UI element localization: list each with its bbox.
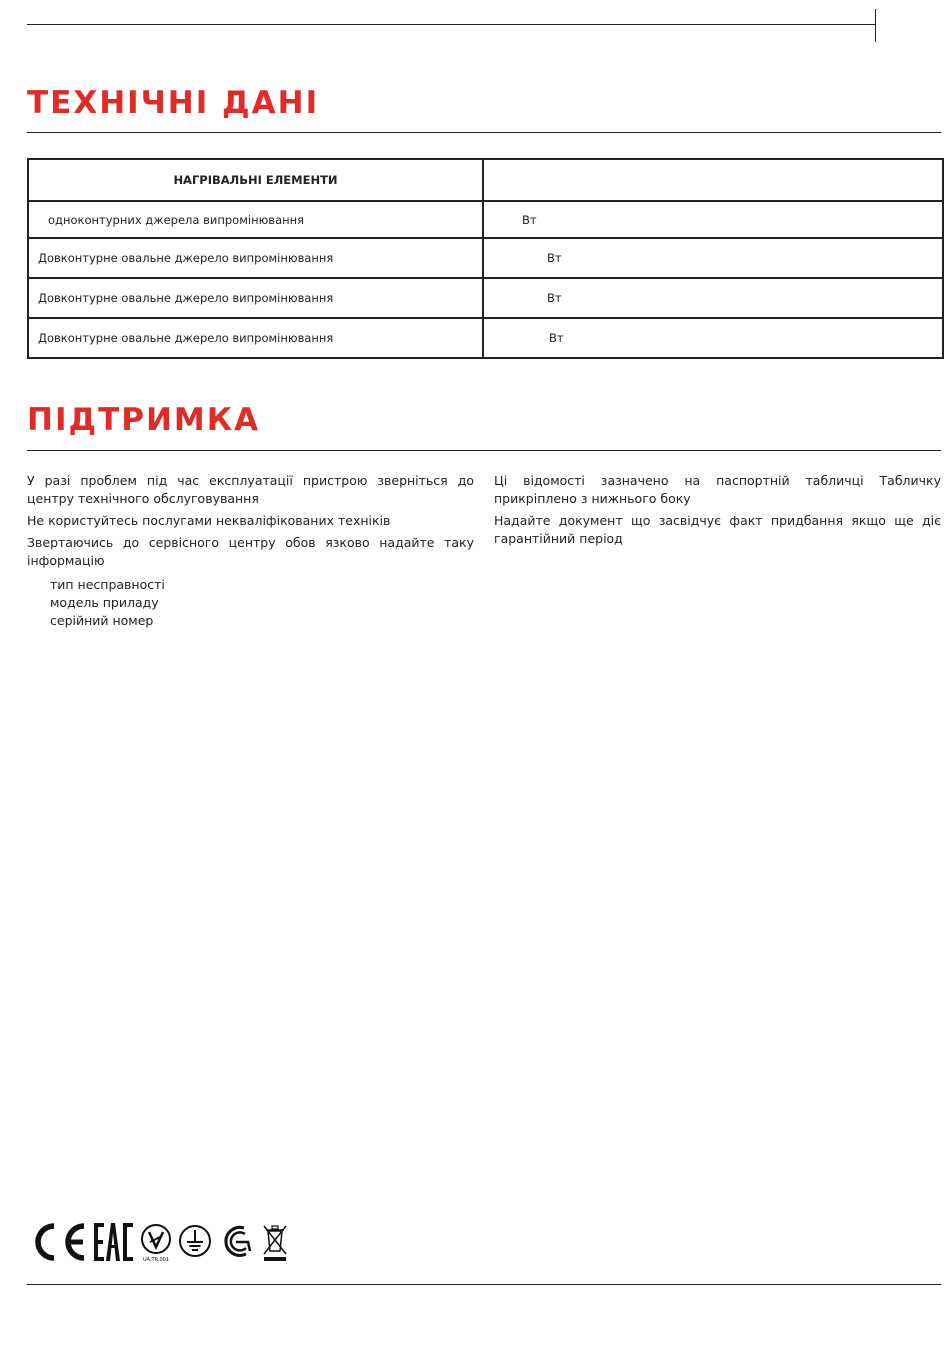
list-item: тип несправності xyxy=(50,577,165,592)
ua-mark-label: UA.TR.001 xyxy=(142,1257,170,1263)
support-paragraph: Надайте документ що засвідчує факт придбання якщо ще діє гарантійний період xyxy=(494,513,941,546)
top-rule xyxy=(27,24,875,25)
element-power-cell: Вт xyxy=(483,238,943,278)
support-paragraph: У разі проблем під час експлуатації пристрою зверніться до центру технічного обслуговування xyxy=(27,473,474,506)
support-text-columns xyxy=(27,472,941,630)
top-corner-tick xyxy=(875,9,876,42)
table-header-cell: НАГРІВАЛЬНІ ЕЛЕМЕНТИ xyxy=(28,159,483,201)
table-row xyxy=(28,318,943,358)
element-power-cell: Вт xyxy=(483,318,943,358)
table-row xyxy=(28,201,943,238)
element-name-cell: Довконтурне овальне джерело випромінювання xyxy=(28,318,483,358)
element-name-cell: Довконтурне овальне джерело випромінювання xyxy=(28,278,483,318)
element-name-cell: одноконтурних джерела випромінювання xyxy=(28,201,483,238)
list-item: модель приладу xyxy=(50,595,159,610)
support-left-column xyxy=(27,472,474,630)
ce-mark-icon xyxy=(30,1221,88,1263)
support-paragraph: Ці відомості зазначено на паспортній табличці Табличку прикріплено з нижнього боку xyxy=(494,473,941,506)
table-row xyxy=(28,238,943,278)
element-power-cell: Вт xyxy=(483,201,943,238)
support-paragraph: Звертаючись до сервісного центру обов язково надайте таку інформацію xyxy=(27,535,474,568)
element-power-cell: Вт xyxy=(483,278,943,318)
required-info-list xyxy=(27,576,474,630)
ground-symbol-icon xyxy=(178,1221,214,1263)
support-section-title: ПІДТРИМКА xyxy=(27,402,261,438)
bottom-rule xyxy=(27,1284,941,1285)
eac-mark-icon xyxy=(92,1221,136,1263)
support-right-column xyxy=(494,472,941,630)
tech-section-rule xyxy=(27,132,941,133)
table-header-empty-cell xyxy=(483,159,943,201)
gost-mark-icon xyxy=(218,1221,256,1263)
table-row xyxy=(28,278,943,318)
list-item: серійний номер xyxy=(50,613,154,628)
tech-section-title: ТЕХНІЧНІ ДАНІ xyxy=(27,85,320,121)
element-name-cell: Довконтурне овальне джерело випромінювання xyxy=(28,238,483,278)
support-paragraph: Не користуйтесь послугами некваліфікованих техніків xyxy=(27,513,391,528)
support-section-rule xyxy=(27,450,941,451)
ua-tr-mark-icon xyxy=(140,1221,174,1263)
certification-marks xyxy=(30,1221,290,1263)
weee-bin-icon xyxy=(260,1221,290,1263)
heating-elements-table xyxy=(27,158,944,359)
table-header-row xyxy=(28,159,943,201)
